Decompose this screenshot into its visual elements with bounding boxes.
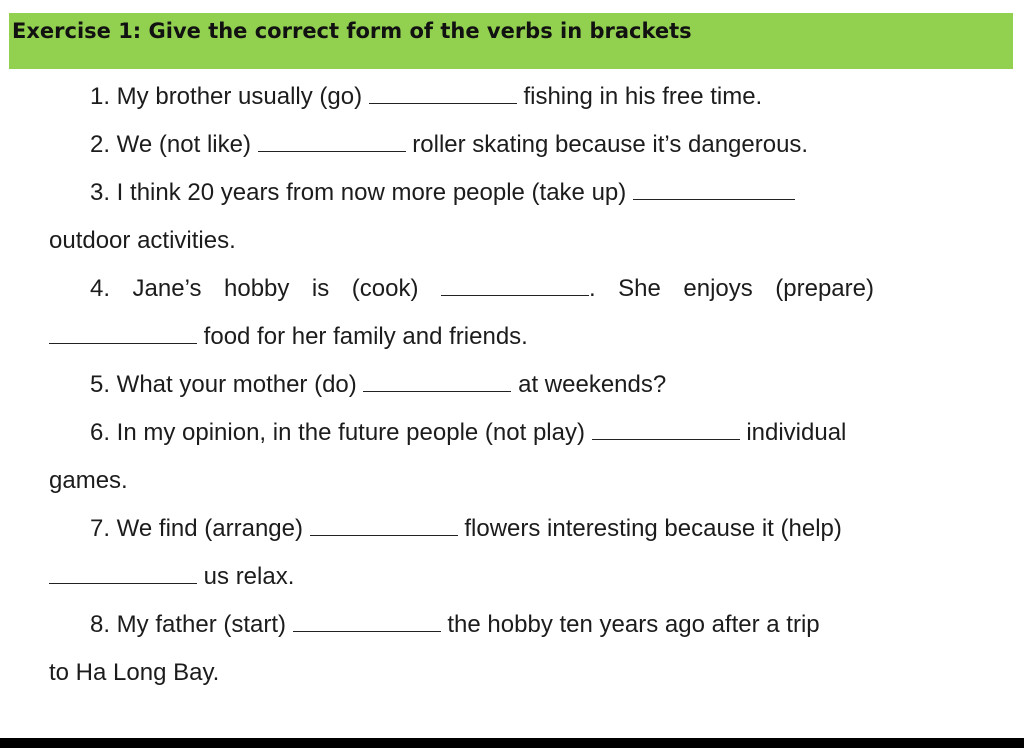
item-word: is [311, 275, 330, 302]
exercise-item-2 [90, 129, 808, 161]
answer-blank-1[interactable] [369, 85, 517, 104]
item-text: 2. We (not like) [90, 131, 251, 158]
answer-blank-5[interactable] [363, 373, 511, 392]
item-word: enjoys [683, 275, 753, 302]
exercise-item-4-cont [49, 321, 528, 353]
answer-blank-8[interactable] [293, 613, 441, 632]
exercise-item-5 [90, 369, 666, 401]
item-word: hobby [224, 275, 290, 302]
item-text: 3. I think 20 years from now more people (take up) [90, 179, 627, 206]
exercise-item-3 [90, 177, 795, 209]
exercise-header [9, 13, 1013, 69]
item-text: individual [746, 419, 847, 446]
item-word: Jane’s [132, 275, 202, 302]
item-text: roller skating because it’s dangerous. [412, 131, 809, 158]
answer-blank-4b[interactable] [49, 325, 197, 344]
bottom-border [0, 738, 1024, 748]
item-text: fishing in his free time. [523, 83, 763, 110]
exercise-item-8 [90, 609, 820, 641]
item-text: at weekends? [518, 371, 667, 398]
answer-blank-2[interactable] [258, 133, 406, 152]
item-text: the hobby ten years ago after a trip [447, 611, 820, 638]
answer-blank-6[interactable] [592, 421, 740, 440]
answer-blank-7a[interactable] [310, 517, 458, 536]
item-text: 8. My father (start) [90, 611, 287, 638]
exercise-item-3-cont [49, 225, 236, 257]
item-word: She [618, 275, 661, 302]
blank-group [441, 273, 596, 305]
item-text: to Ha Long Bay. [49, 659, 220, 686]
exercise-item-6-cont [49, 465, 128, 497]
item-word: . [588, 275, 596, 302]
exercise-item-7 [90, 513, 842, 545]
item-text: 7. We find (arrange) [90, 515, 303, 542]
exercise-item-4 [90, 273, 874, 305]
item-text: us relax. [203, 563, 295, 590]
answer-blank-7b[interactable] [49, 565, 197, 584]
exercise-item-8-cont [49, 657, 219, 689]
item-word: (cook) [351, 275, 419, 302]
item-word: 4. [90, 275, 111, 302]
item-text: 1. My brother usually (go) [90, 83, 363, 110]
item-text: 6. In my opinion, in the future people (not play) [90, 419, 585, 446]
item-text: games. [49, 467, 128, 494]
item-word: (prepare) [775, 275, 874, 302]
answer-blank-4a[interactable] [441, 277, 589, 296]
exercise-item-6 [90, 417, 846, 449]
exercise-item-1 [90, 81, 762, 113]
answer-blank-3[interactable] [633, 181, 795, 200]
exercise-title: Exercise 1: Give the correct form of the verbs in brackets [12, 19, 692, 43]
item-text: flowers interesting because it (help) [464, 515, 842, 542]
item-text: outdoor activities. [49, 227, 236, 254]
exercise-item-7-cont [49, 561, 294, 593]
item-text: 5. What your mother (do) [90, 371, 357, 398]
item-text: food for her family and friends. [203, 323, 528, 350]
